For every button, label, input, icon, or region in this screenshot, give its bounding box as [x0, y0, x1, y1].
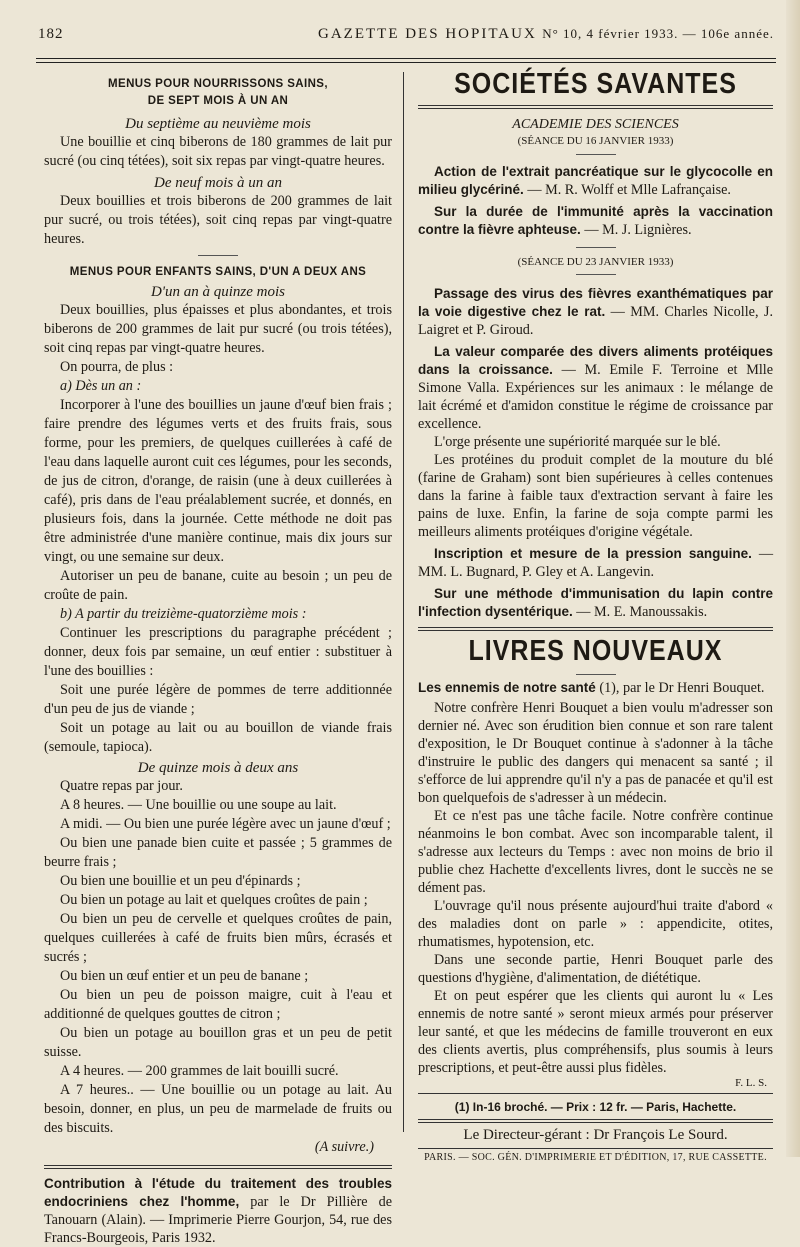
separator [576, 674, 616, 675]
page-header [38, 26, 774, 48]
paragraph: Les protéines du produit complet de la mouture du blé (farine de Graham) sont bien supérieures à celles contenues dans la farine à faible taux d'extraction servant à faire les pains de luxe. Enfin, la farine de soja compte parmi les meilleurs aliments protéiques d'origine végétale. [418, 452, 773, 540]
communication-authors: — M. Emile F. Terroine et Mlle Simone Valla. Expériences sur les animaux : le mélange de lait écrémé et d'amidon constitue le régime de croissance par excellence. [418, 362, 773, 432]
paragraph: Soit une purée légère de pommes de terre additionnée d'un peu de jus de viande ; [44, 682, 392, 717]
separator [418, 627, 773, 628]
communication-title: Inscription et mesure de la pression sanguine. [434, 546, 752, 561]
separator [418, 630, 773, 631]
communication [418, 163, 773, 199]
communication [418, 545, 773, 581]
session-date: (SÉANCE DU 23 JANVIER 1933) [517, 256, 674, 268]
menu-line: A 8 heures. — Une bouillie ou une soupe au lait. [60, 797, 337, 813]
journal-title: GAZETTE DES HOPITAUX [318, 26, 537, 42]
book-title: Contribution à l'étude du traitement des troubles endocriniens chez l'homme, [44, 1176, 392, 1209]
menu-line: Ou bien un œuf entier et un peu de banane ; [60, 968, 309, 984]
header-rule-thin [36, 62, 776, 63]
separator [576, 154, 616, 155]
paragraph: On pourra, de plus : [60, 359, 174, 375]
communication-authors: — MM. L. Bugnard, P. Gley et A. Langevin. [418, 546, 774, 580]
menu2-title: MENUS POUR ENFANTS SAINS, D'UN A DEUX ANS [69, 266, 367, 278]
communication-title: La valeur comparée des divers aliments protéiques dans la croissance. [418, 344, 773, 377]
section-heading: De neuf mois à un an [154, 175, 282, 191]
to-be-continued: (A suivre.) [314, 1139, 374, 1155]
separator [418, 105, 773, 106]
paragraph: Et ce n'est pas une tâche facile. Notre confrère continue néanmoins le bon combat. Avec son incomparable talent, il s'adresse aux lecteurs du Temps : avec non moins de brio il publie chez Hachette d'excellents livres, dont le succès ne se dément pas. [418, 808, 773, 896]
paragraph: Et on peut espérer que les clients qui auront lu « Les ennemis de notre santé » seront mieux armés pour préserver leur santé, et que les médecins de famille trouveront en eux des clients avertis, plus compréhensifs, plus soumis à leurs prescriptions, et peut-être aussi plus fidèles. [418, 988, 773, 1076]
communication-title: Sur une méthode d'immunisation du lapin contre l'infection dysentérique. [418, 586, 773, 619]
menu-line: Ou bien un peu de poisson maigre, cuit à l'eau et additionné de quelques gouttes de citron ; [44, 987, 392, 1022]
paragraph: Incorporer à l'une des bouillies un jaune d'œuf bien frais ; faire prendre des légumes verts et des fruits frais, sous forme, pour les premiers, de quelques cuillerées à café de l'eau dans laquelle auront cuit ces légumes, pour les seconds, de jus de citron, d'orange, de raisin (une à deux cuillerées à café), pris dans de l'eau préalablement sucrée, et donnés, en plusieurs fois, dans la journée. Cette méthode ne doit pas être administrée d'une manière continue, mais dix jours sur vingt, ou une semaine sur deux. [44, 397, 392, 565]
communication-authors: — M. J. Lignières. [584, 222, 692, 238]
menu1-title-line2: DE SEPT MOIS À UN AN [147, 95, 289, 107]
communication-authors: — M. R. Wolff et Mlle Lafrançaise. [527, 182, 731, 198]
book-title: Les ennemis de notre santé [418, 680, 596, 695]
separator [44, 1165, 392, 1166]
menu-line: Ou bien un potage au lait et quelques croûtes de pain ; [60, 892, 368, 908]
paragraph: Notre confrère Henri Bouquet a bien voulu m'adresser son dernier né. Avec son érudition bien connue et son rare talent d'exposition, le Dr Bouquet continue à s'adonner à la tâche d'instruire le public des dangers qui menacent sa santé ; il s'efforce de lui apprendre qu'il n'y a pas de panacée et qu'il est bon quelquefois de s'adresser à un médecin. [418, 700, 773, 806]
communication-authors: — MM. Charles Nicolle, J. Laigret et P. Giroud. [418, 304, 773, 338]
paragraph: Dans une seconde partie, Henri Bouquet parle des questions d'hygiène, d'alimentation, de diététique. [418, 952, 773, 986]
separator [418, 1119, 773, 1120]
menu-line: Ou bien une bouillie et un peu d'épinards ; [60, 873, 301, 889]
communication [418, 285, 773, 339]
paragraph: Soit un potage au lait ou au bouillon de viande frais (semoule, tapioca). [44, 720, 392, 755]
printer-line: PARIS. — SOC. GÉN. D'IMPRIMERIE ET D'ÉDITION, 17, RUE CASSETTE. [424, 1152, 767, 1163]
menu-line: Ou bien un potage au bouillon gras et un peu de petit suisse. [44, 1025, 392, 1060]
separator [418, 108, 773, 109]
section-heading: Du septième au neuvième mois [125, 116, 311, 132]
separator [44, 1168, 392, 1169]
paragraph: Continuer les prescriptions du paragraphe précédent ; donner, deux fois par semaine, un œuf entier : substituer à l'une des bouillies : [44, 625, 392, 679]
communication-title: Sur la durée de l'immunité après la vaccination contre la fièvre aphteuse. [418, 204, 773, 237]
page-number: 182 [38, 26, 64, 42]
communication [418, 343, 773, 433]
menu-line: A 7 heures.. — Une bouillie ou un potage au lait. Au besoin, donner, en plus, un peu de marmelade de fruits ou des biscuits. [44, 1082, 392, 1136]
book-review-heading [418, 679, 773, 697]
section-heading: D'un an à quinze mois [150, 284, 286, 300]
book-author: (1), par le Dr Henri Bouquet. [599, 680, 765, 696]
separator [576, 247, 616, 248]
paragraph: L'orge présente une supériorité marquée sur le blé. [434, 434, 721, 450]
separator [418, 1122, 773, 1123]
separator [198, 255, 238, 256]
separator [418, 1093, 773, 1094]
right-column [418, 67, 774, 1163]
communication [418, 203, 773, 239]
separator [418, 1148, 773, 1149]
subheading: b) A partir du treizième-quatorzième mois : [60, 606, 307, 622]
menu-line: Ou bien une panade bien cuite et passée ; 5 grammes de beurre frais ; [44, 835, 392, 870]
director-line: Le Directeur-gérant : Dr François Le Sourd. [463, 1127, 728, 1143]
separator [576, 274, 616, 275]
paragraph: Autoriser un peu de banane, cuite au besoin ; un peu de croûte de pain. [44, 568, 392, 603]
communication-authors: — M. E. Manoussakis. [576, 604, 708, 620]
academy-name: ACADEMIE DES SCIENCES [512, 117, 679, 132]
page-edge-shadow [786, 0, 800, 1157]
communication-title: Action de l'extrait pancréatique sur le glycocolle en milieu glycériné. [418, 164, 773, 197]
section-title-livres: LIVRES NOUVEAUX [468, 634, 723, 668]
signature: F. L. S. [735, 1077, 767, 1089]
paragraph: Deux bouillies, plus épaisses et plus abondantes, et trois biberons de 200 grammes de lait pur sucré (ou trois tétées), soit cinq repas par vingt-quatre heures. [44, 302, 392, 356]
book-details: par le Dr Pillière de Tanouarn (Alain). — Imprimerie Pierre Gourjon, 54, rue des Francs-Bourgeois, Paris 1932. [44, 1194, 392, 1246]
issue-info: N° 10, 4 février 1933. — 106e année. [542, 26, 774, 41]
column-divider [403, 72, 404, 1132]
footnote: (1) In-16 broché. — Prix : 12 fr. — Paris, Hachette. [454, 1100, 737, 1114]
menu-line: A 4 heures. — 200 grammes de lait bouilli sucré. [60, 1063, 339, 1079]
communication-title: Passage des virus des fièvres exanthématiques par la voie digestive chez le rat. [418, 286, 773, 319]
book-notice [44, 1175, 392, 1247]
left-column [44, 76, 392, 1247]
menu-line: Quatre repas par jour. [60, 778, 183, 794]
paragraph: Une bouillie et cinq biberons de 180 grammes de lait pur sucré (ou cinq tétées), soit six repas par vingt-quatre heures. [44, 134, 392, 169]
session-date: (SÉANCE DU 16 JANVIER 1933) [517, 135, 674, 147]
header-rule [36, 58, 776, 59]
section-title-societes: SOCIÉTÉS SAVANTES [454, 67, 737, 101]
menu1-title-line1: MENUS POUR NOURRISSONS SAINS, [108, 78, 328, 90]
menu-line: Ou bien un peu de cervelle et quelques croûtes de pain, quelques cuillerées à café de fruits bien mûrs, écrasés et sucrés ; [44, 911, 392, 965]
menu-line: A midi. — Ou bien une purée légère avec un jaune d'œuf ; [60, 816, 391, 832]
communication [418, 585, 773, 621]
subheading: a) Dès un an : [60, 378, 142, 394]
section-heading: De quinze mois à deux ans [137, 760, 299, 776]
paragraph: L'ouvrage qu'il nous présente aujourd'hui traite d'abord « des maladies dont on parle » : appendicite, otites, rhumatismes, hypotension, etc. [418, 898, 773, 950]
paragraph: Deux bouillies et trois biberons de 200 grammes de lait pur sucré, ou trois tétées), soit cinq repas par vingt-quatre heures. [44, 193, 392, 247]
